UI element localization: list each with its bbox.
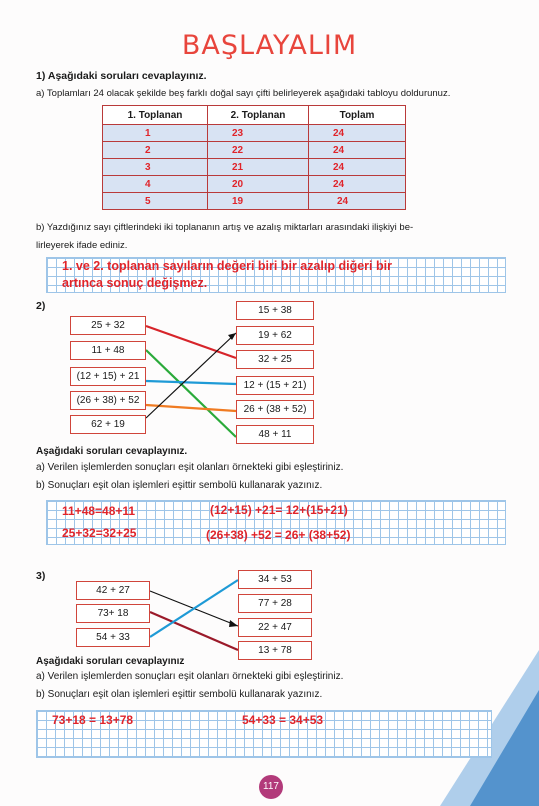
table-cell[interactable]: 24 <box>309 159 406 176</box>
q2-right-box[interactable]: 15 + 38 <box>236 301 314 320</box>
table-cell[interactable]: 24 <box>309 125 406 142</box>
q2-heading: Aşağıdaki soruları cevaplayınız. <box>36 446 188 457</box>
table-header: Toplam <box>309 106 406 125</box>
q2-right-box[interactable]: 12 + (15 + 21) <box>236 376 314 395</box>
q3-left-box[interactable]: 73+ 18 <box>76 604 150 623</box>
q1-b-text-line1: b) Yazdığınız sayı çiftlerindeki iki toplananın artış ve azalış miktarları arasındaki ilişkiyi be- <box>36 222 414 233</box>
q3-left-box[interactable]: 42 + 27 <box>76 581 150 600</box>
table-cell[interactable]: 3 <box>103 159 208 176</box>
q3-number: 3) <box>36 570 46 582</box>
q1-a-text: a) Toplamları 24 olacak şekilde beş farklı doğal sayı çifti belirleyerek aşağıdaki tabloyu doldurunuz. <box>36 88 451 99</box>
table-cell[interactable]: 21 <box>208 159 309 176</box>
match-line-q3 <box>150 580 238 637</box>
q3-heading: Aşağıdaki soruları cevaplayınız <box>36 656 185 667</box>
table-cell[interactable]: 20 <box>208 176 309 193</box>
q2-answer: 11+48=48+11 <box>62 504 136 518</box>
match-line-q3 <box>150 612 238 650</box>
q3-right-box[interactable]: 34 + 53 <box>238 570 312 589</box>
example-arrow <box>146 333 236 418</box>
table-cell[interactable]: 23 <box>208 125 309 142</box>
q2-number: 2) <box>36 300 46 312</box>
q1-b-text-line2: lirleyerek ifade ediniz. <box>36 240 128 251</box>
q2-left-box[interactable]: 62 + 19 <box>70 415 146 434</box>
table-header: 2. Toplanan <box>208 106 309 125</box>
q3-right-box[interactable]: 77 + 28 <box>238 594 312 613</box>
q2-answer: 25+32=32+25 <box>62 526 137 540</box>
table-cell[interactable]: 22 <box>208 142 309 159</box>
q3-answer: 54+33 = 34+53 <box>242 713 324 727</box>
q2-b-text: b) Sonuçları eşit olan işlemleri eşittir sembolü kullanarak yazınız. <box>36 480 323 491</box>
q2-right-box[interactable]: 26 + (38 + 52) <box>236 400 314 419</box>
q2-left-box[interactable]: 11 + 48 <box>70 341 146 360</box>
q3-b-text: b) Sonuçları eşit olan işlemleri eşittir sembolü kullanarak yazınız. <box>36 689 323 700</box>
table-cell[interactable]: 5 <box>103 193 208 210</box>
q1-answer-line1: 1. ve 2. toplanan sayıların değeri biri bir azalıp diğeri bir <box>62 259 392 273</box>
match-line <box>146 326 236 358</box>
q2-left-box[interactable]: 25 + 32 <box>70 316 146 335</box>
table-cell[interactable]: 1 <box>103 125 208 142</box>
q2-a-text: a) Verilen işlemlerden sonuçları eşit olanları örnekteki gibi eşleştiriniz. <box>36 462 344 473</box>
q3-answer: 73+18 = 13+78 <box>52 713 134 727</box>
table-cell[interactable]: 24 <box>309 193 406 210</box>
q2-right-box[interactable]: 48 + 11 <box>236 425 314 444</box>
table-cell[interactable]: 24 <box>309 142 406 159</box>
match-line <box>146 350 236 437</box>
table-header: 1. Toplanan <box>103 106 208 125</box>
q3-right-box[interactable]: 13 + 78 <box>238 641 312 660</box>
q2-answer: (26+38) +52 = 26+ (38+52) <box>206 528 351 542</box>
q2-left-box[interactable]: (26 + 38) + 52 <box>70 391 146 410</box>
table-cell[interactable]: 4 <box>103 176 208 193</box>
q2-left-box[interactable]: (12 + 15) + 21 <box>70 367 146 386</box>
q3-a-text: a) Verilen işlemlerden sonuçları eşit olanları örnekteki gibi eşleştiriniz. <box>36 671 344 682</box>
table-cell[interactable]: 2 <box>103 142 208 159</box>
table-cell[interactable]: 19 <box>208 193 309 210</box>
match-line <box>146 381 236 384</box>
page-title: BAŞLAYALIM <box>181 30 358 61</box>
q3-left-box[interactable]: 54 + 33 <box>76 628 150 647</box>
q1-answer-line2: artınca sonuç değişmez. <box>62 276 208 290</box>
q2-right-box[interactable]: 19 + 62 <box>236 326 314 345</box>
arrow-head <box>229 620 238 627</box>
q2-answer: (12+15) +21= 12+(15+21) <box>210 503 348 517</box>
page-number: 117 <box>259 775 283 799</box>
q3-right-box[interactable]: 22 + 47 <box>238 618 312 637</box>
q1-heading: 1) Aşağıdaki soruları cevaplayınız. <box>36 70 207 82</box>
q2-right-box[interactable]: 32 + 25 <box>236 350 314 369</box>
table-cell[interactable]: 24 <box>309 176 406 193</box>
